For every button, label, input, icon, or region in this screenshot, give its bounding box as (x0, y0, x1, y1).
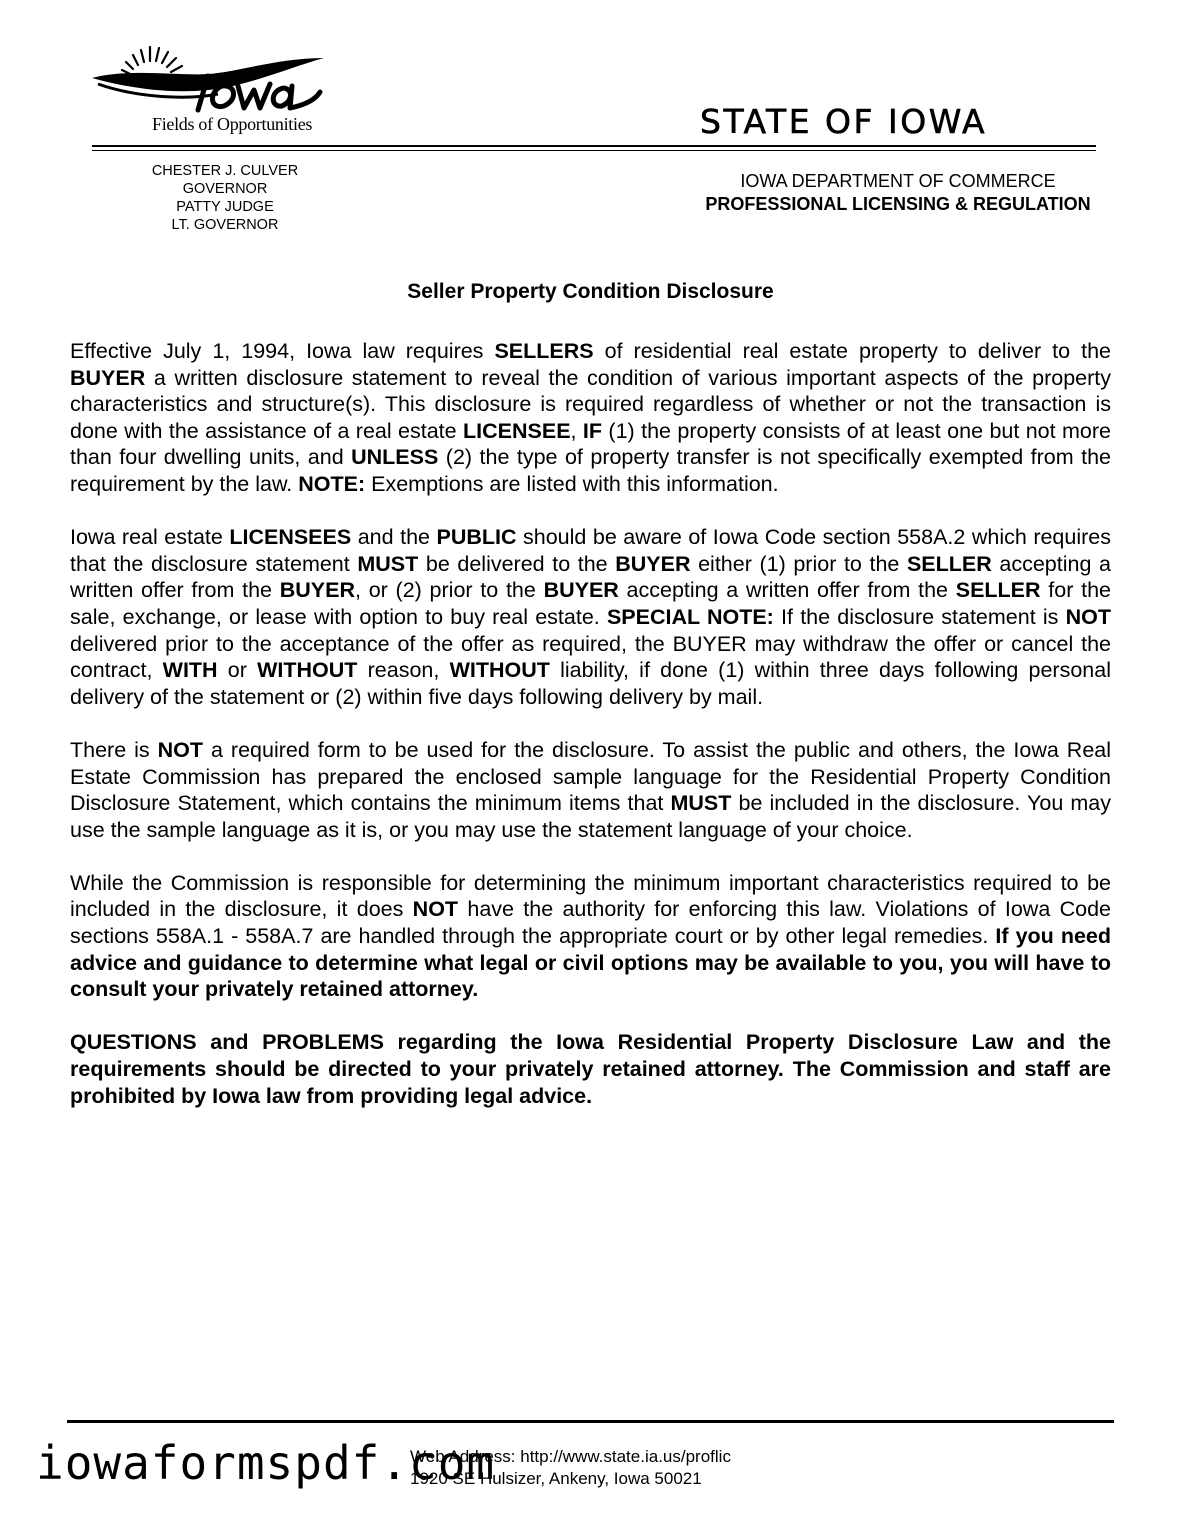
emphasis-text: BUYER (543, 578, 619, 603)
paragraph-text: If the disclosure statement is (773, 604, 1066, 629)
paragraph-text: liability, if done (1) within three days following personal delivery of the statement or (2) within five days following delivery by mail. (70, 658, 1111, 709)
state-title: STATE OF IOWA (700, 102, 988, 141)
paragraph-text: (1) the property consists of at least one but not more than four dwelling units, and (70, 418, 1111, 470)
paragraph-text: reason, (357, 658, 450, 683)
street-address: 1920 SE Hulsizer, Ankeny, Iowa 50021 (410, 1469, 702, 1488)
paragraph-text: a required form to be used for the disclosure. To assist the public and others, the Iowa Real Estate Commission has prepared the enclosed sample language for the Residential Property Condition Disclosure Statement, which contains the minimum items that (70, 737, 1112, 816)
paragraph-text: Effective July 1, 1994, Iowa law requires (70, 339, 495, 363)
paragraph-text: There is (70, 737, 158, 762)
officials-block (120, 162, 330, 234)
emphasis-text: UNLESS (351, 445, 439, 470)
watermark: iowaformspdf.com (36, 1436, 496, 1490)
emphasis-text: WITH (162, 658, 218, 683)
emphasis-text: SELLER (955, 578, 1041, 603)
emphasis-text: LICENSEE (463, 418, 571, 443)
emphasis-text: SELLER (906, 551, 992, 576)
emphasis-text: MUST (670, 791, 732, 816)
emphasis-text: IF (582, 418, 603, 443)
paragraph-text: and the (351, 525, 437, 550)
paragraph-text: (2) the type of property transfer is not specifically exempted from the requirement by the law. (70, 445, 1111, 496)
division-name: PROFESSIONAL LICENSING & REGULATION (705, 194, 1091, 214)
paragraph-text: a written disclosure statement to reveal the condition of various important aspects of the property characteristics and structure(s). This disclosure is required regardless of whether or not the transaction is done with the assistance of a real estate (70, 365, 1111, 443)
body-paragraph (70, 737, 1111, 843)
department-name: IOWA DEPARTMENT OF COMMERCE (740, 171, 1056, 191)
emphasis-text: BUYER (279, 578, 356, 603)
paragraph-text: either (1) prior to the (690, 551, 907, 576)
paragraph-text: delivered prior to the acceptance of the offer as required, the BUYER may withdraw the offer or cancel the contract, (70, 631, 1111, 683)
paragraph-text: , or (2) prior to the (355, 578, 544, 603)
emphasis-text: NOT (412, 897, 459, 922)
logo-tagline: Fields of Opportunities (152, 114, 313, 134)
emphasis-text: QUESTIONS and PROBLEMS regarding the Iowa Residential Property Disclosure Law and the requirements should be directed to your privately retained attorney. The Commission and staff are prohibited by Iowa law from providing legal advice. (70, 1030, 1111, 1108)
paragraph-text: or (217, 658, 258, 683)
emphasis-text: PUBLIC (436, 525, 517, 550)
header-divider (92, 145, 1096, 147)
paragraph-text: accepting a written offer from the (70, 551, 1111, 603)
emphasis-text: NOT (1065, 604, 1111, 629)
paragraph-text: accepting a written offer from the (618, 578, 956, 603)
document-title: Seller Property Condition Disclosure (407, 280, 774, 303)
emphasis-text: BUYER (70, 365, 146, 390)
emphasis-text: SELLERS (494, 339, 594, 363)
header-divider-thin (92, 150, 1096, 151)
governor-name: CHESTER J. CULVER (151, 163, 299, 179)
department-block (680, 170, 1116, 216)
body-paragraph (70, 870, 1111, 1003)
footer-divider (67, 1420, 1114, 1423)
paragraph-text: Exemptions are listed with this information. (365, 471, 779, 496)
governor-title: GOVERNOR (182, 181, 268, 197)
lt-governor-name: PATTY JUDGE (176, 199, 274, 215)
paragraph-text: have the authority for enforcing this law. Violations of Iowa Code sections 558A.1 - 558A.7 are handled through the appropriate court or by other legal remedies. (70, 897, 1111, 949)
paragraph-text: While the Commission is responsible for determining the minimum important characteristics required to be included in the disclosure, it does (70, 870, 1111, 922)
emphasis-text: If you need advice and guidance to determine what legal or civil options may be available to you, you will have to consult your privately retained attorney. (70, 924, 1112, 1002)
emphasis-text: NOTE: (298, 471, 366, 496)
paragraph-text: be delivered to the (418, 551, 616, 576)
paragraph-text: should be aware of Iowa Code section 558A.2 which requires that the disclosure statement (70, 525, 1111, 576)
body-paragraph (70, 524, 1111, 710)
body-paragraph (70, 1029, 1111, 1109)
emphasis-text: WITHOUT (257, 658, 358, 683)
emphasis-text: WITHOUT (449, 658, 550, 683)
web-address: Web Address: http://www.state.ia.us/proflic (410, 1447, 731, 1466)
lt-governor-title: LT. GOVERNOR (171, 217, 279, 233)
paragraph-text: be included in the disclosure. You may use the sample language as it is, or you may use the statement language of your choice. (70, 791, 1111, 842)
document-body (70, 338, 1111, 1136)
paragraph-text: Iowa real estate (70, 525, 230, 550)
emphasis-text: BUYER (615, 551, 691, 576)
paragraph-text: for the sale, exchange, or lease with option to buy real estate. (70, 578, 1111, 629)
paragraph-text: of residential real estate property to deliver to the (593, 339, 1111, 363)
emphasis-text: NOT (157, 737, 204, 762)
paragraph-text: , (570, 418, 583, 443)
emphasis-text: MUST (357, 551, 419, 576)
body-paragraph (70, 338, 1111, 498)
emphasis-text: LICENSEES (229, 525, 352, 550)
emphasis-text: SPECIAL NOTE: (606, 604, 774, 629)
